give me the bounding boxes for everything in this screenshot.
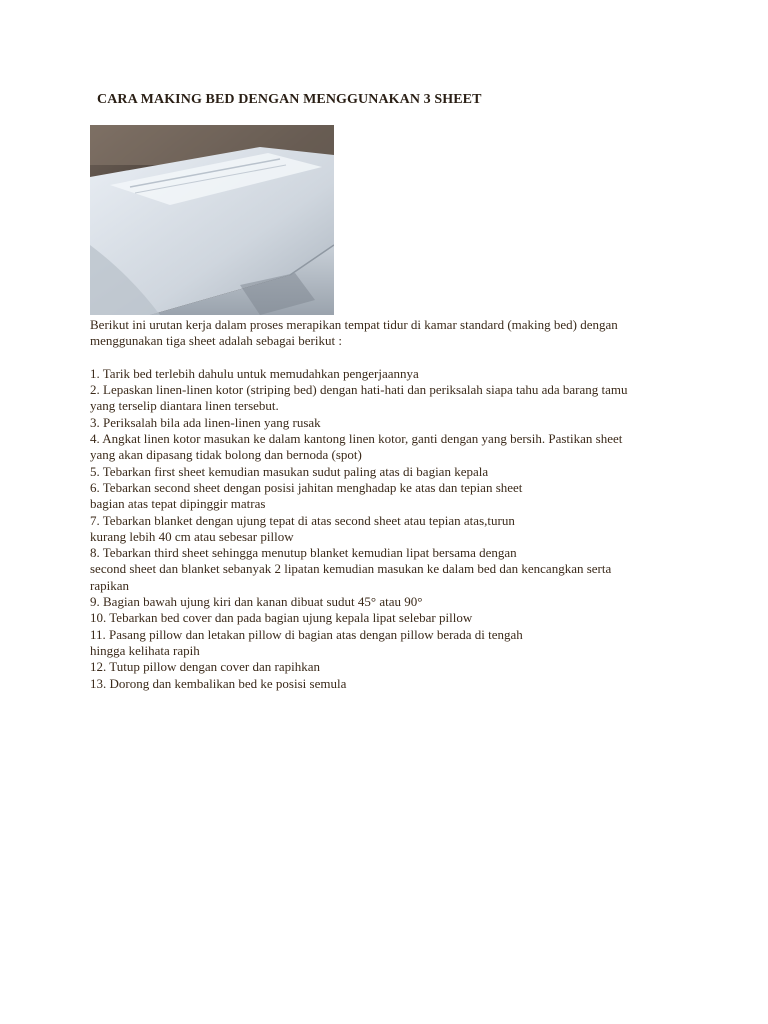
document-title: CARA MAKING BED DENGAN MENGGUNAKAN 3 SHEET — [97, 92, 482, 107]
step-11-line: 11. Pasang pillow dan letakan pillow di bagian atas dengan pillow berada di tengah — [90, 626, 523, 642]
step-3-line: 3. Periksalah bila ada linen-linen yang rusak — [90, 414, 321, 430]
step-8-line: second sheet dan blanket sebanyak 2 lipatan kemudian masukan ke dalam bed dan kencangkan serta — [90, 561, 612, 577]
step-1-line: 1. Tarik bed terlebih dahulu untuk memudahkan pengerjaannya — [90, 365, 419, 381]
step-9-line: 9. Bagian bawah ujung kiri dan kanan dibuat sudut 45° atau 90° — [90, 594, 423, 610]
step-2-line: 2. Lepaskan linen-linen kotor (striping bed) dengan hati-hati dan periksalah siapa tahu ada barang tamu — [90, 382, 628, 398]
instructions-text — [90, 317, 690, 692]
bed-photo — [90, 125, 334, 315]
step-7-line: kurang lebih 40 cm atau sebesar pillow — [90, 528, 294, 544]
step-10-line: 10. Tebarkan bed cover dan pada bagian ujung kepala lipat selebar pillow — [90, 610, 473, 626]
intro-line: Berikut ini urutan kerja dalam proses merapikan tempat tidur di kamar standard (making bed) dengan — [90, 317, 618, 332]
step-7-line: 7. Tebarkan blanket dengan ujung tepat di atas second sheet atau tepian atas,turun — [90, 512, 515, 528]
step-8-line: rapikan — [90, 577, 129, 593]
paragraph-gap — [90, 350, 690, 366]
bed-photo-image — [90, 125, 334, 315]
step-2-line: yang terselip diantara linen tersebut. — [90, 398, 279, 414]
step-4-line: 4. Angkat linen kotor masukan ke dalam kantong linen kotor, ganti dengan yang bersih. Pastikan sheet — [90, 431, 623, 447]
step-6-line: 6. Tebarkan second sheet dengan posisi jahitan menghadap ke atas dan tepian sheet — [90, 479, 523, 495]
step-13-line: 13. Dorong dan kembalikan bed ke posisi semula — [90, 675, 347, 691]
step-11-line: hingga kelihata rapih — [90, 642, 200, 658]
step-12-line: 12. Tutup pillow dengan cover dan rapihkan — [90, 659, 320, 675]
intro-line: menggunakan tiga sheet adalah sebagai berikut : — [90, 333, 342, 349]
step-5-line: 5. Tebarkan first sheet kemudian masukan sudut paling atas di bagian kepala — [90, 463, 489, 479]
step-6-line: bagian atas tepat dipinggir matras — [90, 496, 266, 512]
step-8-line: 8. Tebarkan third sheet sehingga menutup blanket kemudian lipat bersama dengan — [90, 545, 517, 561]
step-4-line: yang akan dipasang tidak bolong dan bernoda (spot) — [90, 447, 362, 463]
